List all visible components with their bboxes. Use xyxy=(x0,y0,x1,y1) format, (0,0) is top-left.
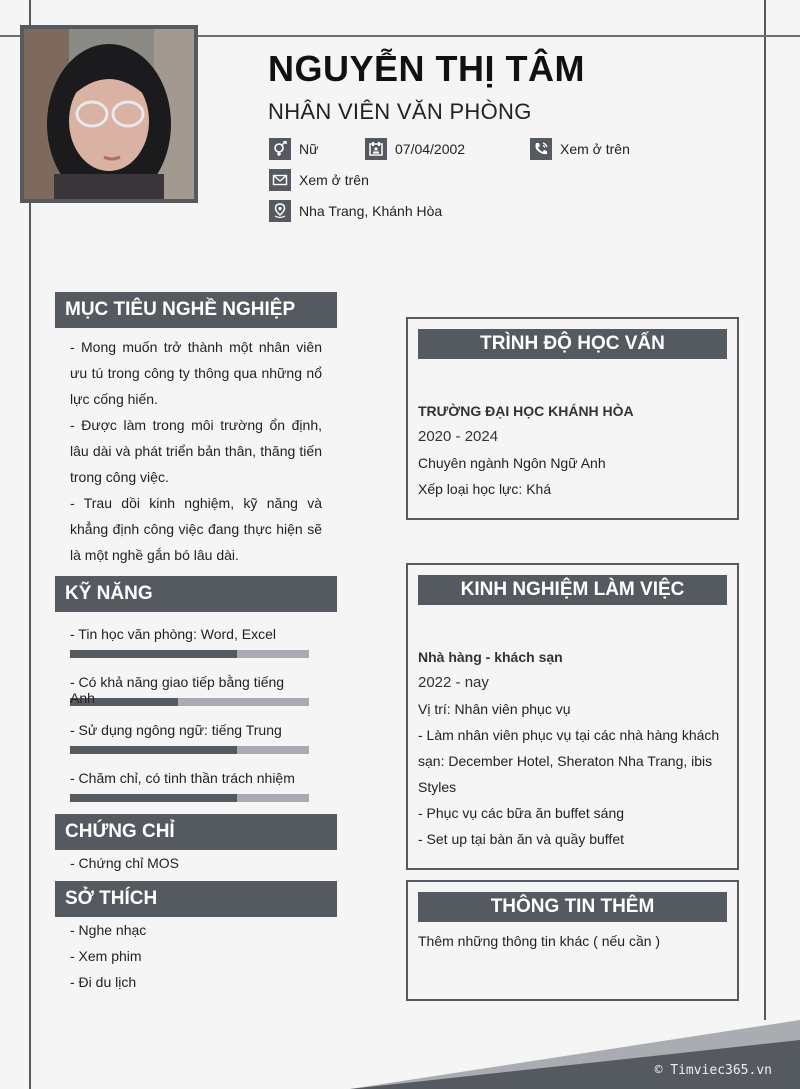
email-value: Xem ở trên xyxy=(299,172,369,188)
skill-label: - Sử dụng ngông ngữ: tiếng Trung xyxy=(70,722,282,738)
objective-line: - Được làm trong môi trường ổn định, lâu dài và phát triển bản thân, thăng tiến trong công việc. xyxy=(70,417,322,485)
dob-value: 07/04/2002 xyxy=(395,141,466,157)
calendar-icon xyxy=(365,138,387,160)
certificates-heading: CHỨNG CHỈ xyxy=(55,814,337,850)
objective-line: - Mong muốn trở thành một nhân viên ưu tú trong công ty thông qua những nổ lực cống hiến. xyxy=(70,339,322,407)
right-border-line xyxy=(764,0,766,1020)
experience-details xyxy=(418,644,728,852)
experience-role: Vị trí: Nhân viên phục vụ xyxy=(418,701,571,717)
skill-bar-fill xyxy=(70,746,237,754)
objective-line: - Trau dồi kinh nghiệm, kỹ năng và khẳng định công việc đang thực hiện sẽ là một nghề gắn bó lâu dài. xyxy=(70,495,322,563)
dob-info xyxy=(365,138,465,160)
company-name: Nhà hàng - khách sạn xyxy=(418,649,563,665)
gender-value: Nữ xyxy=(299,141,319,157)
objective-heading: MỤC TIÊU NGHỀ NGHIỆP xyxy=(55,292,337,328)
education-details xyxy=(418,398,728,502)
skill-label: - Có khả năng giao tiếp bằng tiếng Anh xyxy=(70,674,285,706)
copyright-text: © Timviec365.vn xyxy=(654,1063,772,1078)
extra-info-section xyxy=(406,880,739,1001)
skill-bar-fill xyxy=(70,650,237,658)
phone-icon xyxy=(530,138,552,160)
gender-info xyxy=(269,138,318,160)
education-grade: Xếp loại học lực: Khá xyxy=(418,481,552,497)
gender-icon xyxy=(269,138,291,160)
skill-bar xyxy=(70,746,309,754)
experience-years: 2022 - nay xyxy=(418,674,489,691)
education-heading: TRÌNH ĐỘ HỌC VẤN xyxy=(418,329,727,359)
skill-item xyxy=(70,770,310,802)
candidate-position: NHÂN VIÊN VĂN PHÒNG xyxy=(268,99,532,124)
skill-bar xyxy=(70,698,309,706)
skill-label: - Chăm chỉ, có tinh thần trách nhiệm xyxy=(70,770,295,786)
phone-info xyxy=(530,138,630,160)
certificates-list xyxy=(70,850,322,876)
hobbies-list xyxy=(70,917,322,995)
hobbies-heading: SỞ THÍCH xyxy=(55,881,337,917)
experience-line: - Phục vụ các bữa ăn buffet sáng xyxy=(418,805,625,821)
phone-value: Xem ở trên xyxy=(560,141,630,157)
skill-item xyxy=(70,722,310,754)
certificate-item: - Chứng chỉ MOS xyxy=(70,855,179,871)
hobby-item: - Đi du lịch xyxy=(70,974,137,990)
extra-info-text: Thêm những thông tin khác ( nếu cần ) xyxy=(418,933,661,949)
objective-text xyxy=(70,334,322,568)
experience-line: - Set up tại bàn ăn và quầy buffet xyxy=(418,831,625,847)
skill-bar xyxy=(70,650,309,658)
education-section xyxy=(406,317,739,520)
location-pin-icon xyxy=(269,200,291,222)
skill-bar xyxy=(70,794,309,802)
profile-photo xyxy=(20,25,198,203)
skill-bar-fill xyxy=(70,794,237,802)
skill-item xyxy=(70,626,310,658)
experience-section xyxy=(406,563,739,870)
skill-item xyxy=(70,674,310,706)
extra-info-heading: THÔNG TIN THÊM xyxy=(418,892,727,922)
hobby-item: - Xem phim xyxy=(70,948,142,964)
mail-icon xyxy=(269,169,291,191)
school-name: TRƯỜNG ĐẠI HỌC KHÁNH HÒA xyxy=(418,403,634,419)
education-years: 2020 - 2024 xyxy=(418,428,499,445)
skills-heading: KỸ NĂNG xyxy=(55,576,337,612)
education-major: Chuyên ngành Ngôn Ngữ Anh xyxy=(418,455,606,471)
address-value: Nha Trang, Khánh Hòa xyxy=(299,203,443,219)
email-info xyxy=(269,169,369,191)
hobby-item: - Nghe nhạc xyxy=(70,922,147,938)
address-info xyxy=(269,200,442,222)
candidate-name: NGUYỄN THỊ TÂM xyxy=(268,48,585,89)
experience-line: - Làm nhân viên phục vụ tại các nhà hàng khách sạn: December Hotel, Sheraton Nha Trang, ibis Styles xyxy=(418,727,720,795)
skill-label: - Tin học văn phòng: Word, Excel xyxy=(70,626,276,642)
experience-heading: KINH NGHIỆM LÀM VIỆC xyxy=(418,575,727,605)
